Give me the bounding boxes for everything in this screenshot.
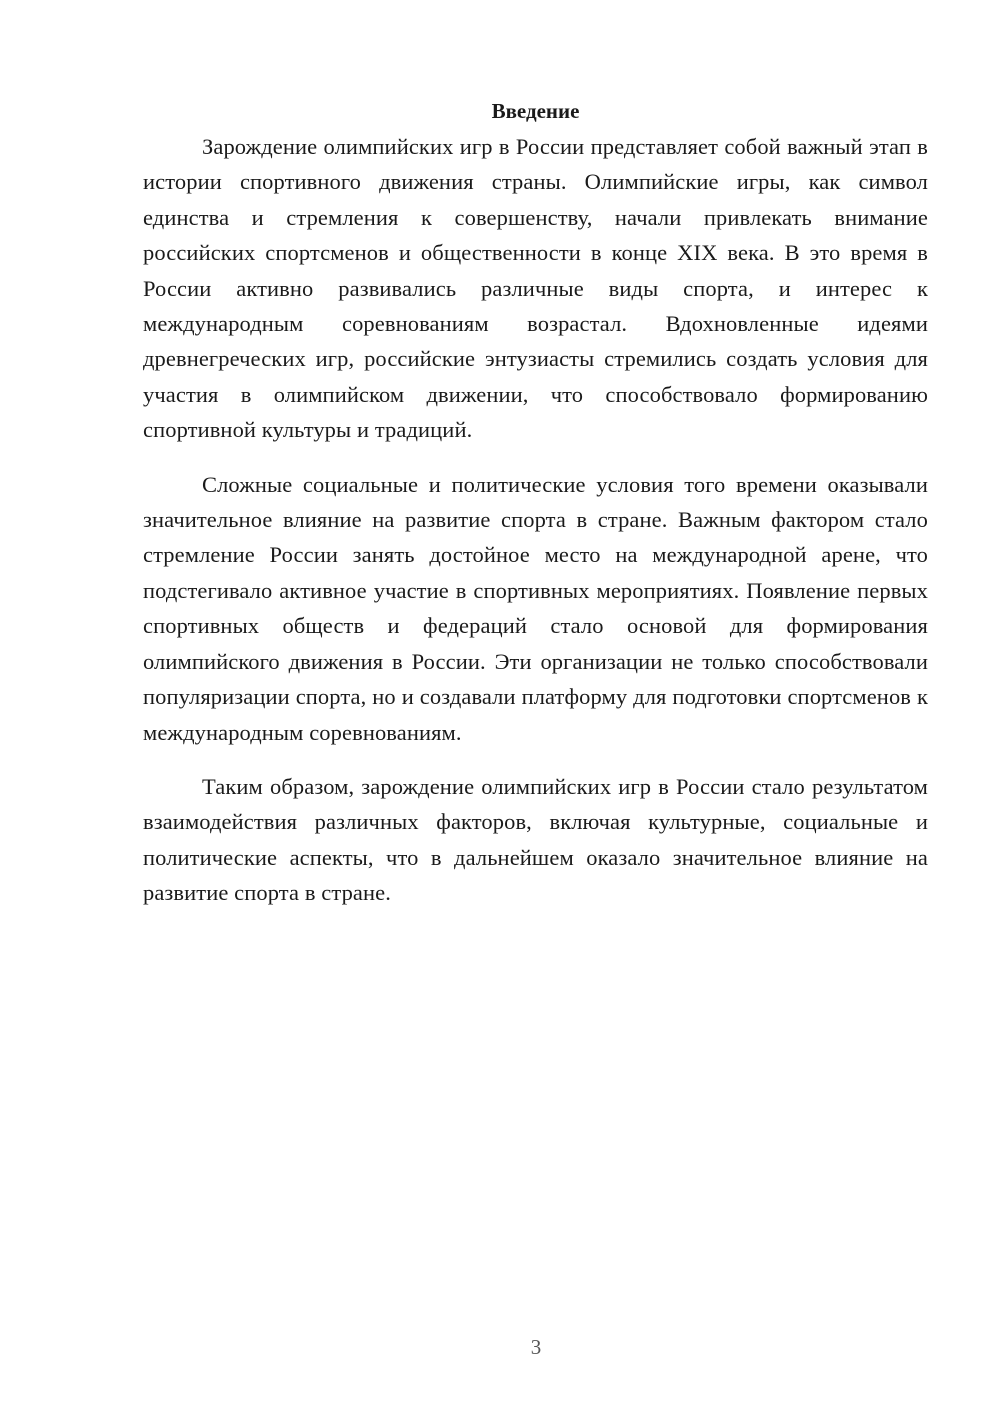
paragraph-1: Зарождение олимпийских игр в России представляет собой важный этап в истории спортивного движения страны. Олимпийские игры, как символ единства и стремления к совершенству, начали привлекать внимание российских спортсменов и общественности в конце XIX века. В это время в России активно развивались различные виды спорта, и интерес к международным соревнованиям возрастал. Вдохновленные идеями древнегреческих игр, российские энтузиасты стремились создать условия для участия в олимпийском движении, что способствовало формированию спортивной культуры и традиций. (143, 134, 928, 443)
section-heading: Введение (491, 99, 580, 123)
page-number: 3 (530, 1335, 542, 1359)
paragraph-3: Таким образом, зарождение олимпийских игр в России стало результатом взаимодействия различных факторов, включая культурные, социальные и политические аспекты, что в дальнейшем оказало значительное влияние на развитие спорта в стране. (143, 773, 928, 906)
paragraph-2: Сложные социальные и политические условия того времени оказывали значительное влияние на развитие спорта в стране. Важным фактором стало стремление России занять достойное место на международной арене, что подстегивало активное участие в спортивных мероприятиях. Появление первых спортивных обществ и федераций стало основой для формирования олимпийского движения в России. Эти организации не только способствовали популяризации спорта, но и создавали платформу для подготовки спортсменов к международным соревнованиям. (143, 471, 928, 745)
page-content (143, 95, 928, 930)
